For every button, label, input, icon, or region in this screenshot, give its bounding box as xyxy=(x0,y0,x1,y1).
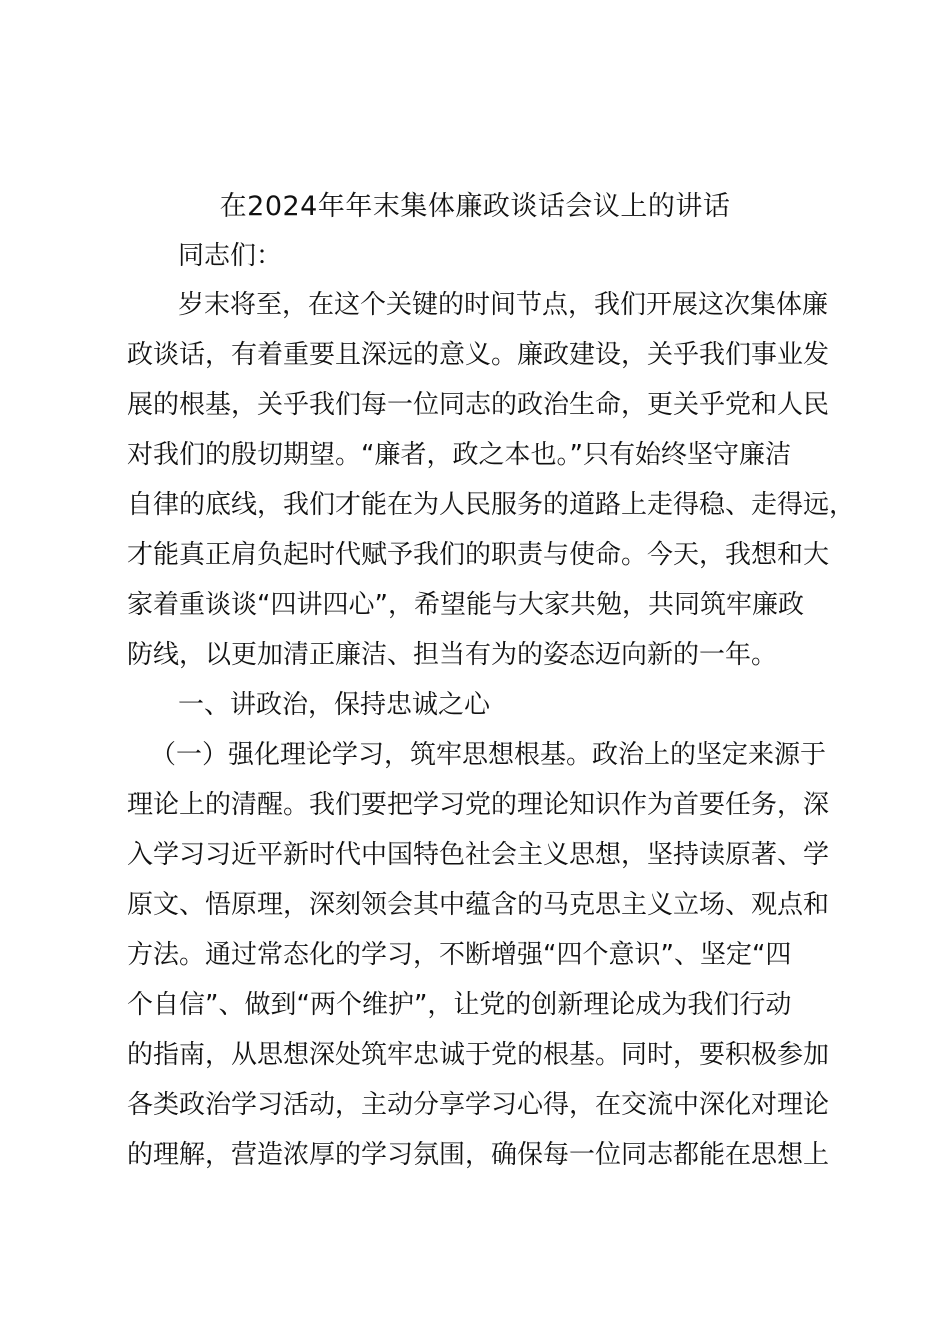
paragraph-line: 防线，以更加清正廉洁、担当有为的姿态迈向新的一年。 xyxy=(127,640,778,670)
paragraph-line: 原文、悟原理，深刻领会其中蕴含的马克思主义立场、观点和 xyxy=(127,890,830,920)
paragraph-line: 展的根基，关乎我们每一位同志的政治生命，更关乎党和人民 xyxy=(127,390,830,420)
paragraph-line: 自律的底线，我们才能在为人民服务的道路上走得稳、走得远， xyxy=(127,490,856,520)
section-heading: 一、讲政治，保持忠诚之心 xyxy=(178,690,491,720)
paragraph-line: 入学习习近平新时代中国特色社会主义思想，坚持读原著、学 xyxy=(127,840,830,870)
paragraph-line: 对我们的殷切期望。“廉者，政之本也。”只有始终坚守廉洁 xyxy=(127,440,791,470)
paragraph-line: 政谈话，有着重要且深远的意义。廉政建设，关乎我们事业发 xyxy=(127,340,830,370)
paragraph-line: 才能真正肩负起时代赋予我们的职责与使命。今天，我想和大 xyxy=(127,540,830,570)
paragraph-line: 方法。通过常态化的学习，不断增强“四个意识”、坚定“四 xyxy=(127,940,792,970)
paragraph-line: 家着重谈谈“四讲四心”，希望能与大家共勉，共同筑牢廉政 xyxy=(127,590,804,620)
paragraph-line: 岁末将至，在这个关键的时间节点，我们开展这次集体廉 xyxy=(178,290,829,320)
paragraph-line: 各类政治学习活动，主动分享学习心得，在交流中深化对理论 xyxy=(127,1090,830,1120)
paragraph-line: （一）强化理论学习，筑牢思想根基。政治上的坚定来源于 xyxy=(150,740,827,770)
paragraph-line: 的理解，营造浓厚的学习氛围，确保每一位同志都能在思想上 xyxy=(127,1140,830,1170)
paragraph-line: 理论上的清醒。我们要把学习党的理论知识作为首要任务，深 xyxy=(127,790,830,820)
document-title: 在2024年年末集体廉政谈话会议上的讲话 xyxy=(219,191,731,222)
paragraph-line: 个自信”、做到“两个维护”，让党的创新理论成为我们行动 xyxy=(127,990,792,1020)
salutation: 同志们： xyxy=(178,241,283,271)
paragraph-line: 的指南，从思想深处筑牢忠诚于党的根基。同时，要积极参加 xyxy=(127,1040,830,1070)
